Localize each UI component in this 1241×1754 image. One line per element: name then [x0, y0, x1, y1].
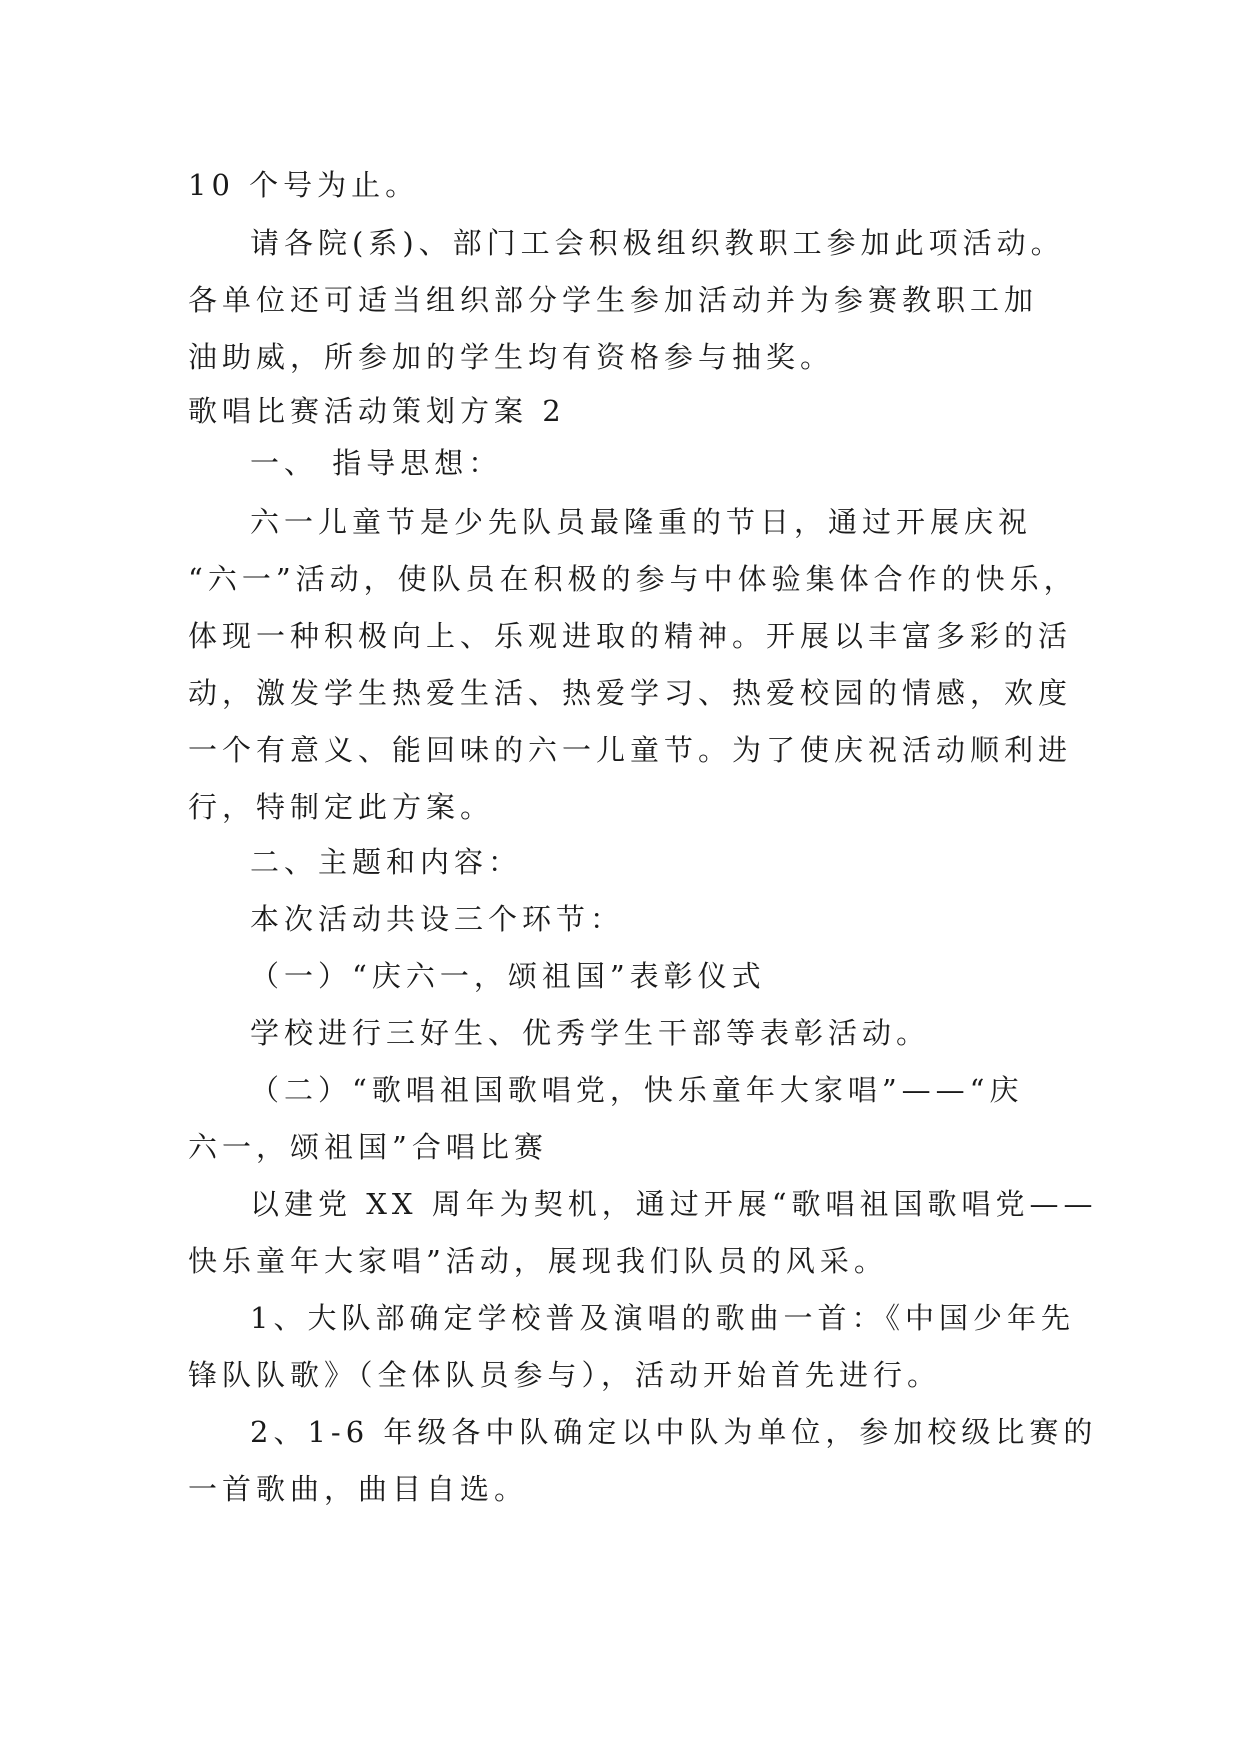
- paragraph-line: “六一”活动，使队员在积极的参与中体验集体合作的快乐，: [188, 562, 1078, 596]
- paragraph-line: 10 个号为止。: [188, 168, 420, 202]
- paragraph-line: 快乐童年大家唱”活动，展现我们队员的风采。: [188, 1244, 888, 1278]
- paragraph-line: 以建党 XX 周年为契机，通过开展“歌唱祖国歌唱党——: [250, 1187, 1098, 1221]
- paragraph-line: 各单位还可适当组织部分学生参加活动并为参赛教职工加: [188, 283, 1039, 317]
- paragraph-line: 油助威，所参加的学生均有资格参与抽奖。: [188, 340, 835, 374]
- paragraph-line: 锋队队歌》（全体队员参与），活动开始首先进行。: [188, 1358, 942, 1392]
- paragraph-line: 行，特制定此方案。: [188, 790, 495, 824]
- paragraph-line: 请各院(系)、部门工会积极组织教职工参加此项活动。: [250, 226, 1065, 260]
- list-item: 1、大队部确定学校普及演唱的歌曲一首：《中国少年先: [250, 1301, 1075, 1335]
- paragraph-line: 本次活动共设三个环节：: [250, 902, 625, 936]
- list-item: 2、1-6 年级各中队确定以中队为单位，参加校级比赛的: [250, 1415, 1098, 1449]
- heading-guiding-ideology: 一、 指导思想：: [250, 446, 503, 480]
- paragraph-line: 体现一种积极向上、乐观进取的精神。开展以丰富多彩的活: [188, 619, 1073, 653]
- heading-theme-content: 二、主题和内容：: [250, 845, 523, 879]
- section-title: 歌唱比赛活动策划方案 2: [188, 394, 566, 428]
- paragraph-line: 一个有意义、能回味的六一儿童节。为了使庆祝活动顺利进: [188, 733, 1073, 767]
- subheading-choir-contest: （二）“歌唱祖国歌唱党，快乐童年大家唱”——“庆: [250, 1073, 1024, 1107]
- paragraph-line: 学校进行三好生、优秀学生干部等表彰活动。: [250, 1016, 931, 1050]
- paragraph-line: 六一儿童节是少先队员最隆重的节日，通过开展庆祝: [250, 505, 1033, 539]
- subheading-award-ceremony: （一）“庆六一，颂祖国”表彰仪式: [250, 959, 766, 993]
- paragraph-line: 一首歌曲，曲目自选。: [188, 1472, 529, 1506]
- paragraph-line: 六一，颂祖国”合唱比赛: [188, 1130, 548, 1164]
- paragraph-line: 动，激发学生热爱生活、热爱学习、热爱校园的情感，欢度: [188, 676, 1073, 710]
